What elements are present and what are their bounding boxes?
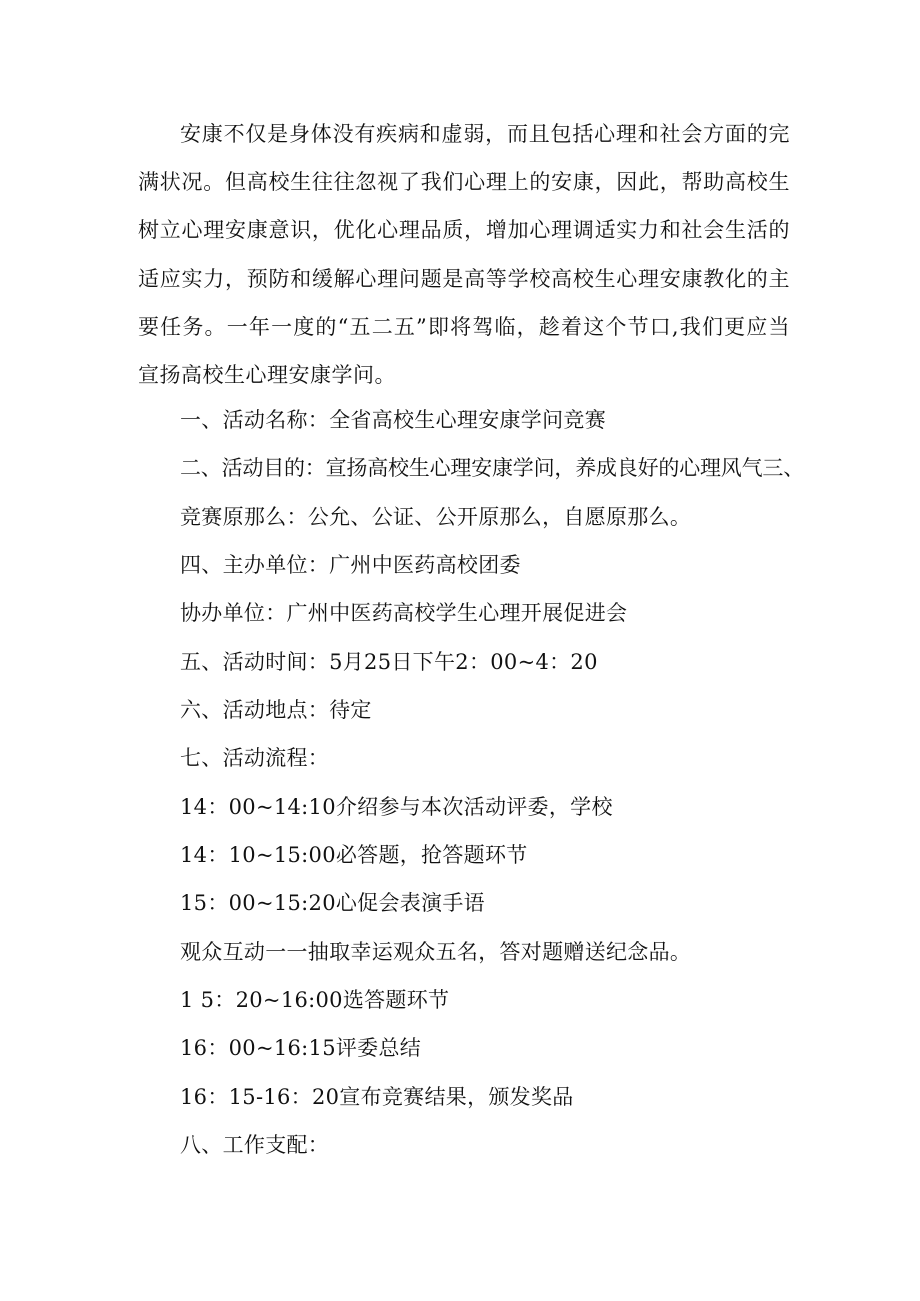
competition-principle-line: 竞赛原那么：公允、公证、公开原那么，自愿原那么。 bbox=[180, 505, 692, 529]
schedule-item: 14：10~15:00必答题，抢答题环节 bbox=[180, 843, 528, 867]
schedule-item: 14：00~14:10介绍参与本次活动评委，学校 bbox=[180, 795, 613, 819]
schedule-item: 15：00~15:20心促会表演手语 bbox=[180, 891, 485, 915]
activity-purpose-line: 二、活动目的：宣扬高校生心理安康学问，养成良好的心理风气三、 bbox=[180, 456, 804, 480]
schedule-item: 1 5：20~16:00选答题环节 bbox=[180, 988, 450, 1012]
co-organizer-line: 协办单位：广州中医药高校学生心理开展促进会 bbox=[180, 601, 628, 625]
work-arrangement-heading: 八、工作支配： bbox=[180, 1133, 330, 1157]
intro-paragraph: 安康不仅是身体没有疾病和虚弱，而且包括心理和社会方面的完满状况。但高校生往往忽视了我们心理上的安康，因此，帮助高校生树立心理安康意识，优化心理品质，增加心理调适实力和社会生活的适应实力，预防和缓解心理问题是高等学校高校生心理安康教化的主要任务。一年一度的“五二五”即将驾临，趁着这个节口,我们更应当宣扬高校生心理安康学问。 bbox=[138, 122, 790, 388]
activity-location-line: 六、活动地点：待定 bbox=[180, 698, 372, 722]
activity-process-heading: 七、活动流程： bbox=[180, 746, 330, 770]
activity-name-line: 一、活动名称：全省高校生心理安康学问竞赛 bbox=[180, 408, 606, 432]
schedule-item: 16：15-16：20宣布竞赛结果，颁发奖品 bbox=[180, 1085, 574, 1109]
activity-time-line: 五、活动时间：5月25日下午2：00~4：20 bbox=[180, 650, 598, 674]
organizer-line: 四、主办单位：广州中医药高校团委 bbox=[180, 553, 521, 577]
audience-interaction-line: 观众互动一一抽取幸运观众五名，答对题赠送纪念品。 bbox=[180, 940, 692, 964]
schedule-item: 16：00~16:15评委总结 bbox=[180, 1036, 422, 1060]
